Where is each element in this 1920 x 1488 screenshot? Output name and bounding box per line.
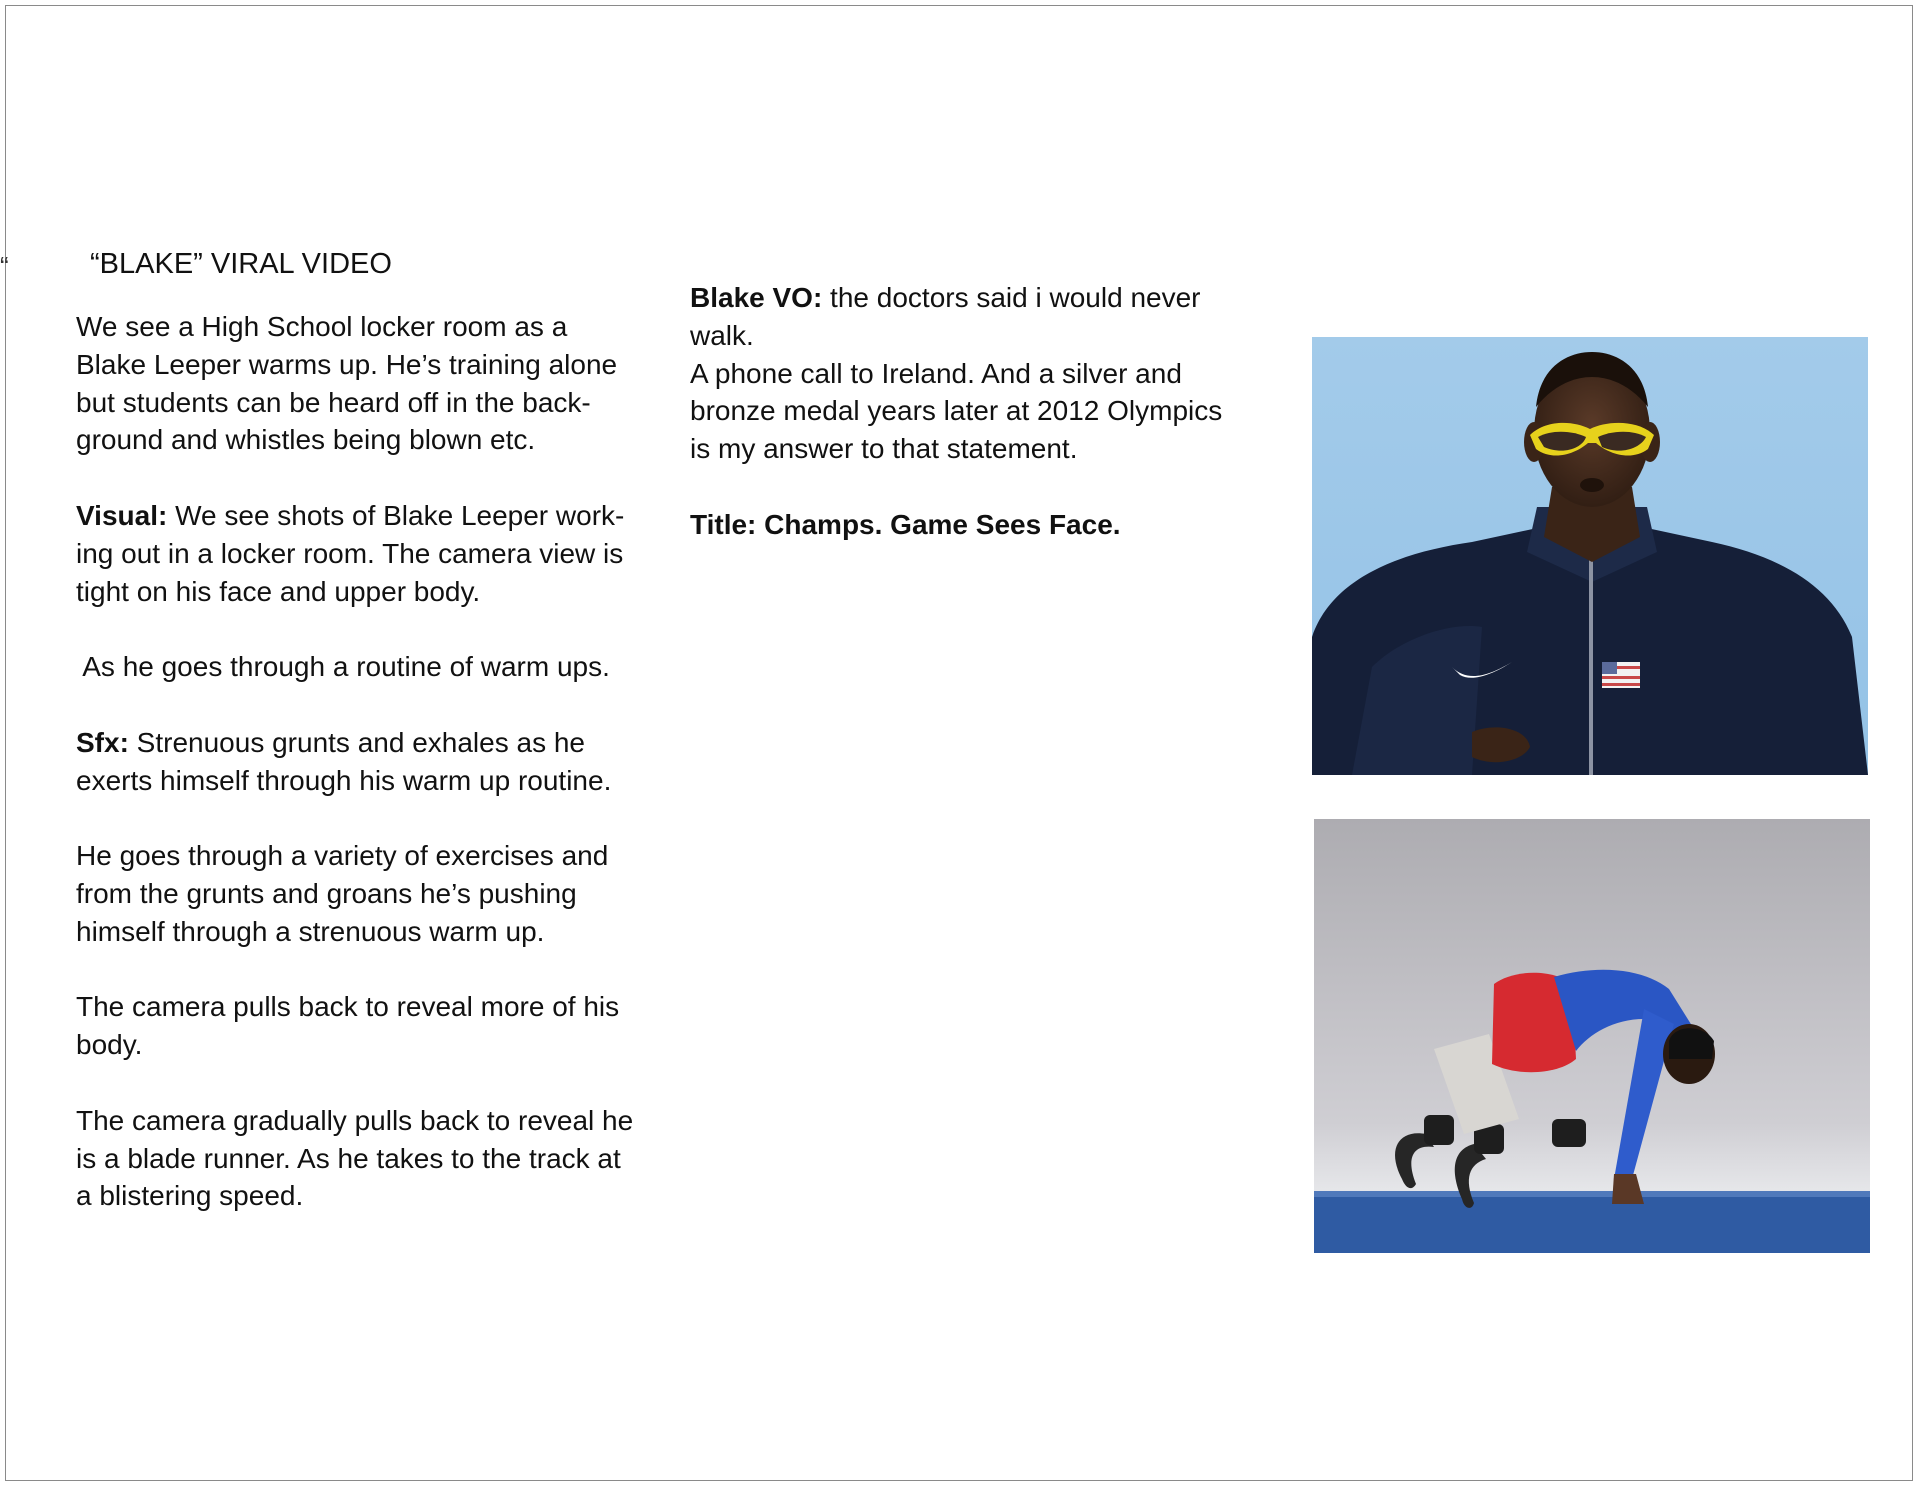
exercise-paragraph: He goes through a variety of exercises and from the grunts and groans he’s pushing himself through a strenuous warm up. <box>76 840 609 947</box>
warmup-paragraph: As he goes through a routine of warm ups. <box>76 651 610 683</box>
athlete-portrait-photo <box>1312 337 1868 775</box>
sfx-text: Strenuous grunts and exhales as he exerts himself through his warm up routine. <box>76 726 612 796</box>
scene-description: We see a High School locker room as a Blake Leeper warms up. He’s training alone but students can be heard off in the back-ground and whistles being blown etc. <box>76 311 618 456</box>
blade-runner-paragraph: The camera gradually pulls back to reveal he is a blade runner. As he takes to the track at a blistering speed. <box>76 1104 634 1212</box>
title-card-text: Title: Champs. Game Sees Face. <box>690 508 1121 540</box>
script-left-column <box>76 308 636 1215</box>
voiceover-continuation: A phone call to Ireland. And a silver and bronze medal years later at 2012 Olympics is my answer to that statement. <box>690 357 1223 465</box>
script-right-column <box>690 279 1230 544</box>
sfx-label: Sfx: <box>76 726 129 758</box>
stray-quote-mark: “ <box>0 251 9 281</box>
camera-pullback-paragraph: The camera pulls back to reveal more of his body. <box>76 991 620 1061</box>
visual-text: We see shots of Blake Leeper work-ing out in a locker room. The camera view is tight on his face and upper body. <box>76 499 625 607</box>
title-card-line <box>690 506 1230 544</box>
sfx-paragraph <box>76 724 636 800</box>
visual-paragraph <box>76 497 636 610</box>
blade-runner-photo <box>1314 819 1870 1253</box>
voiceover-text: the doctors said i would never walk. <box>690 282 1201 351</box>
document-title: “BLAKE” VIRAL VIDEO <box>90 248 392 280</box>
voiceover-line <box>690 279 1230 355</box>
voiceover-label: Blake VO: <box>690 282 823 313</box>
visual-label: Visual: <box>76 499 168 531</box>
